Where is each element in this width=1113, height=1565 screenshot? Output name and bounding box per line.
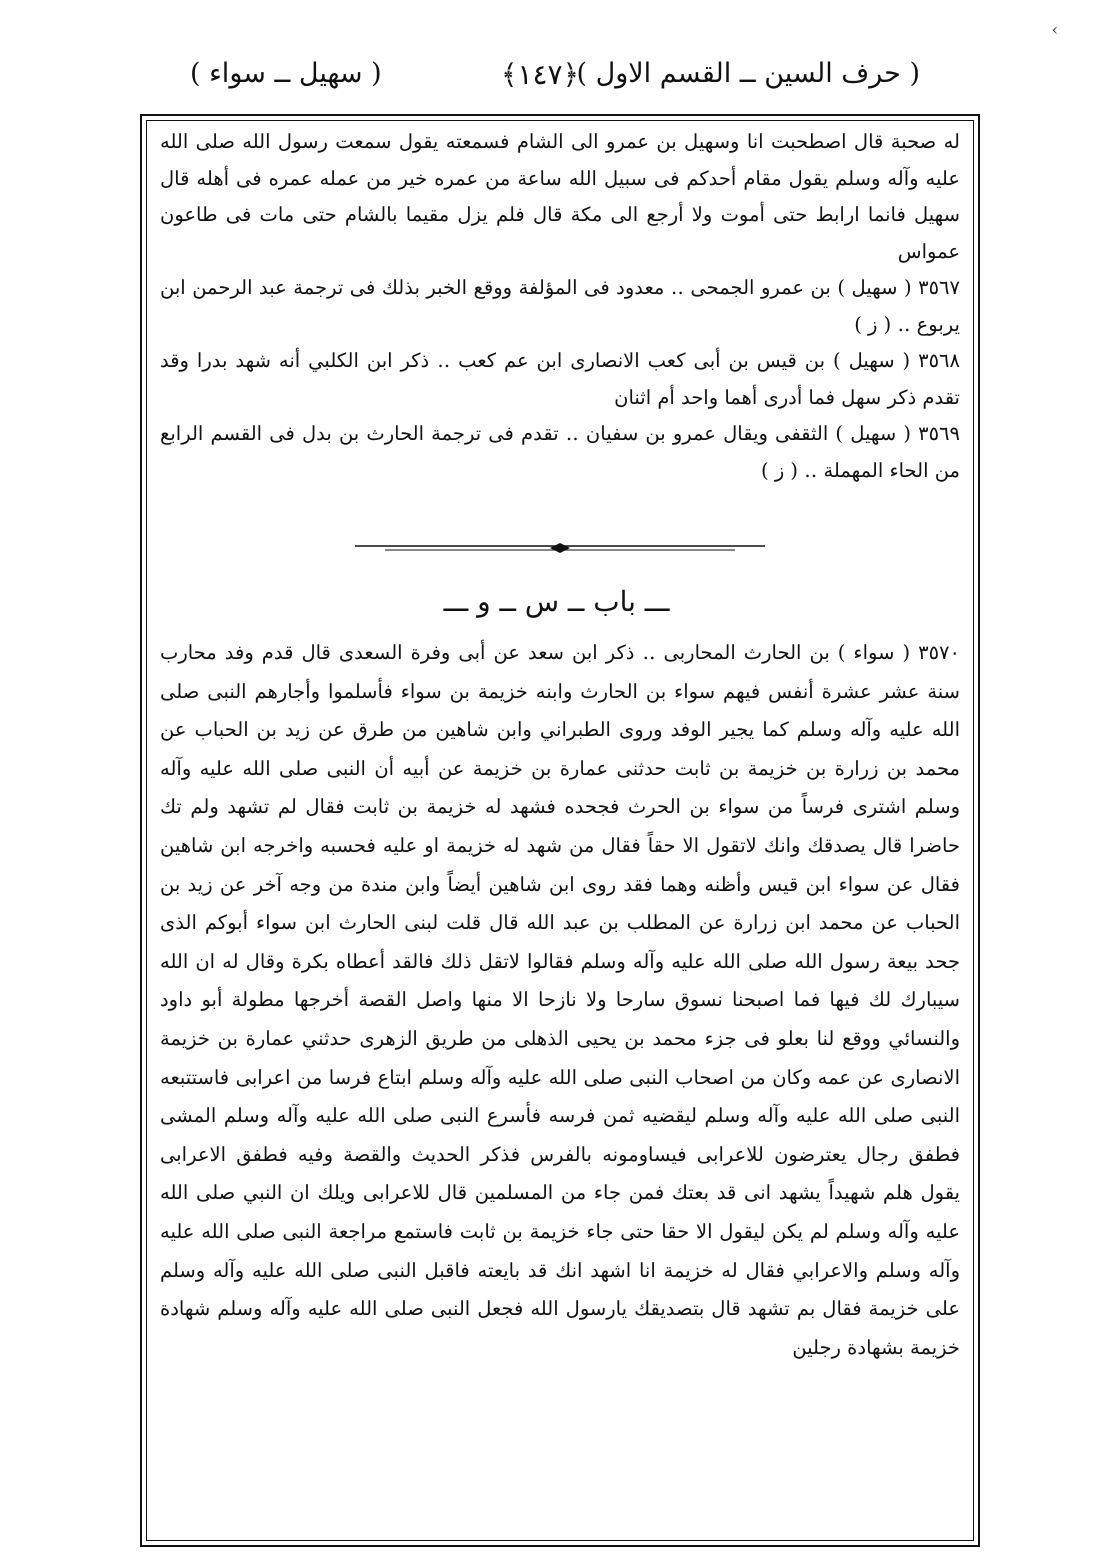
ornamental-divider — [355, 541, 765, 555]
section-sawa — [160, 634, 960, 1367]
page-number: ﴿١٤٧﴾ — [501, 58, 579, 91]
entry-paragraph: ٣٥٦٩ ( سهيل ) الثقفى ويقال عمرو بن سفيان ‥ تقدم فى ترجمة الحارث بن بدل فى القسم الرابع من الحاء المهملة ‥ ( ز ) — [160, 422, 960, 482]
page-header — [150, 58, 930, 108]
entry-paragraph: ٣٥٧٠ ( سواء ) بن الحارث المحاربى ‥ ذكر ابن سعد عن أبى وفرة السعدى قال قدم وفد محارب سنة عشر عشرة أنفس فيهم سواء بن الحارث وابنه خزيمة بن سواء فأسلموا وأجارهم النبى صلى الله عليه وآله وسلم كما يجير الوفد وروى الطبراني وابن شاهين من طرق عن زيد بن الحباب عن محمد بن زرارة بن خزيمة بن ثابت حدثنى عمارة بن خزيمة عن أبيه أن النبى صلى الله عليه وآله وسلم اشترى فرساً من سواء بن الحرث فجحده فشهد له خزيمة بن ثابت فقال لم تشهد ولم تك حاضرا قال يصدقك وانك لاتقول الا حقاً فقال من شهد له خزيمة او عليه فحسبه واخرجه ابن شاهين فقال عن سواء ابن قيس وأظنه وهما فقد روى ابن شاهين أيضاً وابن مندة من وجه آخر عن زيد بن الحباب عن محمد ابن زرارة عن المطلب بن عبد الله قال قلت لبنى الحارث ابن سواء أبوكم الذى جحد بيعة رسول الله صلى الله عليه وآله وسلم فقالوا لاتقل ذلك فالقد أعطاه بكرة وقال له ان الله سيبارك لك فيها فما اصبحنا نسوق سارحا ولا نازحا الا منها واصل القصة أخرجها مطولة أبو داود والنسائي ووقع لنا بعلو فى جزء محمد بن يحيى الذهلى من طريق الزهرى حدثني عمارة بن خزيمة الانصارى عن عمه وكان من اصحاب النبى صلى الله عليه وآله وسلم ابتاع فرسا من اعرابى فاستتبعه النبى صلى الله عليه وآله وسلم ليقضيه ثمن فرسه فأسرع النبى صلى الله عليه وآله وسلم المشى فطفق رجال يعترضون للاعرابى فيساومونه بالفرس فذكر الحديث والقصة وفيه فطفق الاعرابى يقول هلم شهيداً يشهد انى قد بعتك فمن جاء من المسلمين قال للاعرابى ويلك ان النبي صلى الله عليه وآله وسلم لم يكن ليقول الا حقا حتى جاء خزيمة بن ثابت فاستمع مراجعة النبى صلى الله عليه وآله وسلم والاعرابي فقال له خزيمة انا اشهد انك قد بايعته فاقبل النبى صلى الله عليه وآله وسلم على خزيمة فقال بم تشهد قال بتصديقك يارسول الله فجعل النبى صلى الله عليه وآله وسلم شهادة خزيمة بشهادة رجلين — [160, 641, 960, 1359]
entry-paragraph: ٣٥٦٨ ( سهيل ) بن قيس بن أبى كعب الانصارى ابن عم كعب ‥ ذكر ابن الكلبي أنه شهد بدرا وقد تقدم ذكر سهل فما أدرى أهما واحد أم اثنان — [160, 349, 960, 409]
entry-range-title: ( سهيل ــ سواء ) — [190, 58, 382, 89]
corner-mark: ‹ — [1051, 20, 1058, 39]
chapter-title: ( حرف السين ــ القسم الاول ) — [576, 58, 920, 89]
entry-paragraph: له صحبة قال اصطحبت انا وسهيل بن عمرو الى الشام فسمعته يقول سمعت رسول الله صلى الله عليه وآله وسلم يقول مقام أحدكم فى سبيل الله ساعة من عمره خير من عمله عمره فى أهله قال سهيل فانما ارابط حتى أموت ولا أرجع الى مكة قال فلم يزل مقيما بالشام حتى مات فى طاعون عمواس — [160, 130, 960, 263]
section-suhayl — [160, 124, 960, 489]
entry-paragraph: ٣٥٦٧ ( سهيل ) بن عمرو الجمحى ‥ معدود فى المؤلفة ووقع الخبر بذلك فى ترجمة عبد الرحمن ابن يربوع ‥ ( ز ) — [160, 276, 960, 336]
section-heading: ـــ باب ــ س ــ و ـــ — [443, 585, 670, 618]
